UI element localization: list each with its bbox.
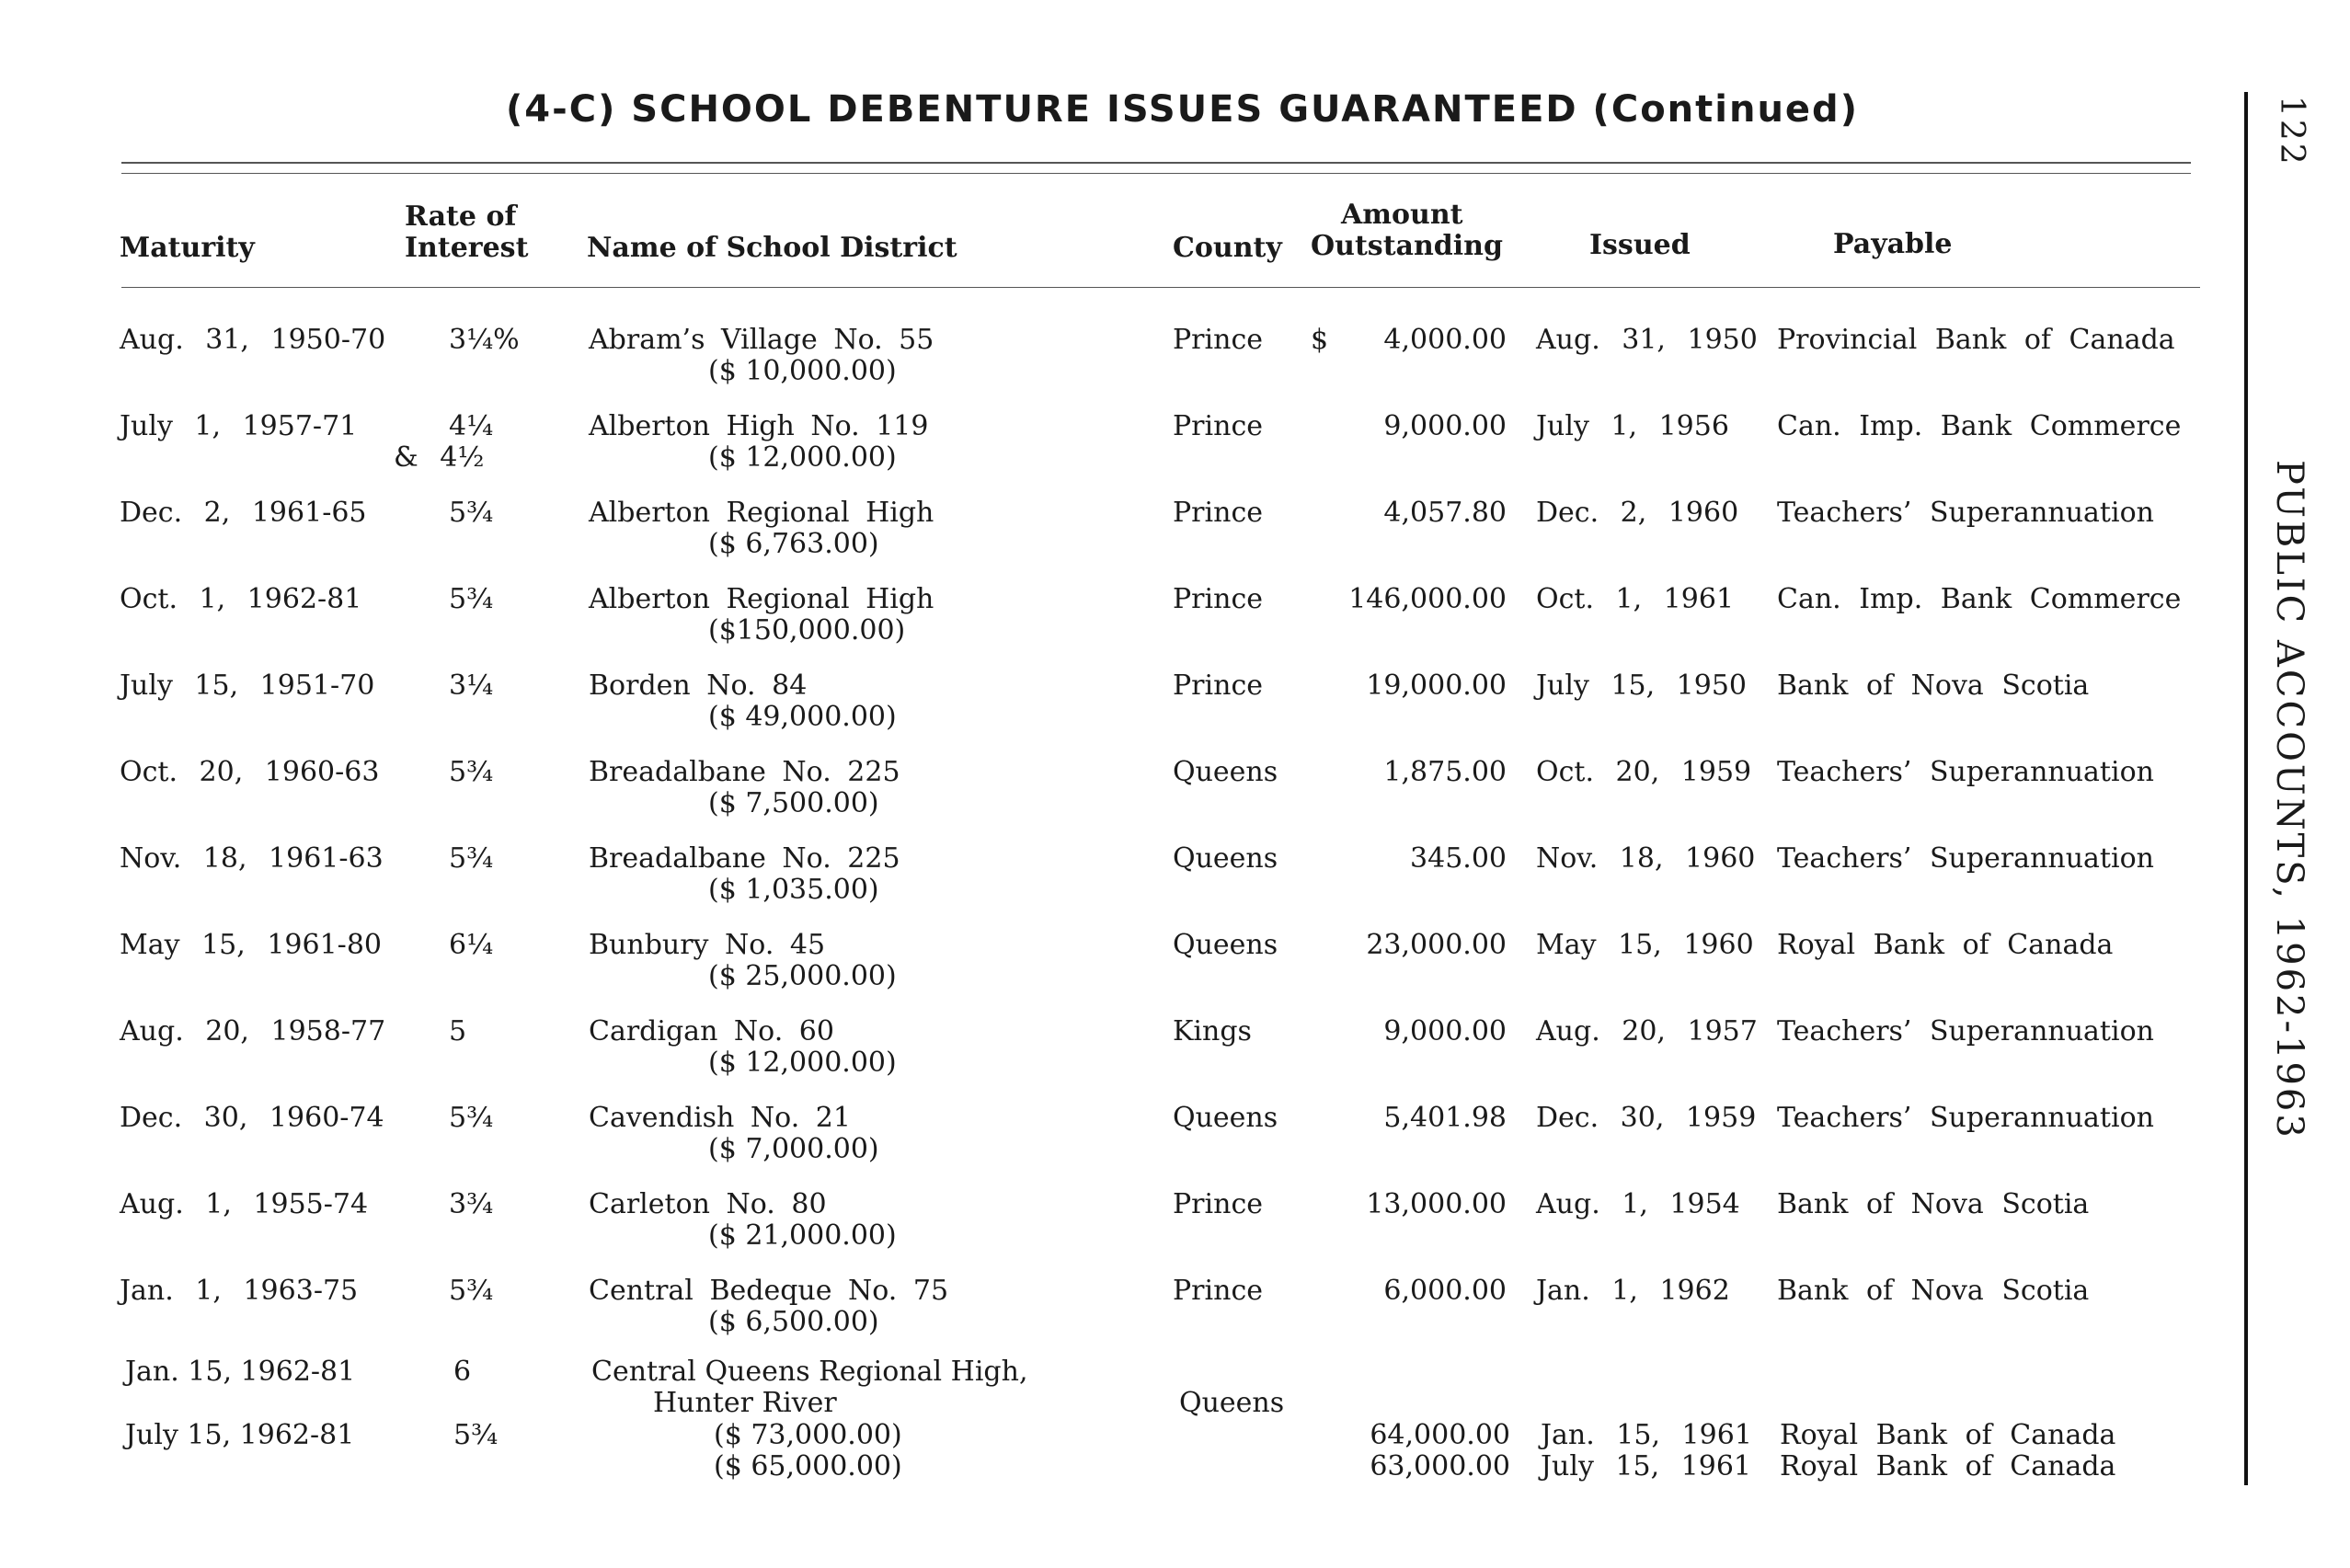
cell-rate: 5¾: [453, 1419, 499, 1451]
cell-county: Prince: [1173, 497, 1263, 529]
cell-payable: Teachers’ Superannuation: [1777, 1015, 2154, 1047]
cell-school-name: Cavendish No. 21: [589, 1102, 851, 1134]
cell-original-amount: ($ 12,000.00): [708, 1047, 897, 1079]
cell-original-amount: ($ 7,000.00): [708, 1133, 879, 1165]
cell-amount: 9,000.00: [1383, 1015, 1507, 1047]
cell-county: Prince: [1173, 324, 1263, 356]
cell-school-name: Alberton Regional High: [589, 583, 934, 615]
cell-payable: Bank of Nova Scotia: [1777, 1275, 2090, 1307]
cell-school-name: Abram’s Village No. 55: [589, 324, 934, 356]
header-rate-line2: Interest: [405, 232, 529, 264]
cell-original-amount: ($150,000.00): [708, 614, 906, 647]
cell-issued: Aug. 20, 1957: [1536, 1015, 1758, 1047]
cell-original-amount: ($ 6,500.00): [708, 1306, 879, 1338]
cell-maturity: Oct. 20, 1960-63: [120, 756, 380, 788]
header-issued: Issued: [1589, 229, 1691, 261]
cell-issued: Oct. 1, 1961: [1536, 583, 1735, 615]
title-rule-bottom: [121, 173, 2191, 174]
cell-rate: 5¾: [449, 1275, 494, 1307]
header-payable: Payable: [1833, 228, 1953, 260]
cell-maturity: Oct. 1, 1962-81: [120, 583, 362, 615]
cell-payable: Royal Bank of Canada: [1780, 1419, 2116, 1451]
cell-amount: 64,000.00: [1370, 1419, 1510, 1451]
cell-payable: Teachers’ Superannuation: [1777, 842, 2154, 875]
cell-school-name: Central Bedeque No. 75: [589, 1275, 949, 1307]
margin-rule: [2244, 92, 2248, 1485]
cell-issued: July 15, 1961: [1541, 1450, 1752, 1482]
cell-maturity: Jan. 1, 1963-75: [120, 1275, 359, 1307]
cell-payable: Bank of Nova Scotia: [1777, 670, 2090, 702]
cell-maturity: Nov. 18, 1961-63: [120, 842, 384, 875]
cell-maturity: July 15, 1951-70: [120, 670, 375, 702]
cell-amount: 23,000.00: [1366, 929, 1507, 961]
cell-rate: 4¼: [449, 410, 494, 442]
cell-school-name: Alberton Regional High: [589, 497, 934, 529]
cell-maturity: Aug. 31, 1950-70: [120, 324, 386, 356]
cell-amount: 9,000.00: [1383, 410, 1507, 442]
cell-amount: 345.00: [1410, 842, 1507, 875]
side-running-title: PUBLIC ACCOUNTS, 1962-1963: [2268, 460, 2310, 1140]
cell-original-amount: ($ 7,500.00): [708, 787, 879, 819]
cell-issued: July 15, 1950: [1536, 670, 1748, 702]
cell-amount: 13,000.00: [1366, 1188, 1507, 1220]
cell-original-amount: ($ 6,763.00): [708, 528, 879, 560]
header-rate-line1: Rate of: [405, 200, 517, 233]
cell-original-amount: ($ 12,000.00): [708, 441, 897, 474]
page-number: 122: [2273, 96, 2310, 167]
cell-payable: Provincial Bank of Canada: [1777, 324, 2175, 356]
cell-issued: Aug. 31, 1950: [1536, 324, 1758, 356]
cell-original-amount: ($ 25,000.00): [708, 960, 897, 992]
cell-school-name: Central Queens Regional High,: [591, 1356, 1028, 1388]
header-amount-line2: Outstanding: [1311, 230, 1503, 262]
cell-maturity: May 15, 1961-80: [120, 929, 382, 961]
cell-county: Prince: [1173, 410, 1263, 442]
cell-maturity: Aug. 20, 1958-77: [120, 1015, 386, 1047]
cell-county: Prince: [1173, 1275, 1263, 1307]
cell-payable: Teachers’ Superannuation: [1777, 497, 2154, 529]
header-maturity: Maturity: [120, 232, 255, 264]
cell-issued: Jan. 1, 1962: [1536, 1275, 1730, 1307]
cell-payable: Teachers’ Superannuation: [1777, 1102, 2154, 1134]
cell-maturity: Jan. 15, 1962-81: [125, 1356, 356, 1388]
cell-amount: 4,000.00: [1383, 324, 1507, 356]
cell-maturity: July 1, 1957-71: [120, 410, 358, 442]
cell-issued: Nov. 18, 1960: [1536, 842, 1756, 875]
cell-original-amount: ($ 65,000.00): [714, 1450, 902, 1482]
cell-county: Queens: [1179, 1387, 1285, 1419]
cell-payable: Teachers’ Superannuation: [1777, 756, 2154, 788]
cell-county: Queens: [1173, 842, 1278, 875]
cell-issued: May 15, 1960: [1536, 929, 1754, 961]
cell-payable: Royal Bank of Canada: [1780, 1450, 2116, 1482]
cell-issued: Aug. 1, 1954: [1536, 1188, 1740, 1220]
cell-issued: Dec. 30, 1959: [1536, 1102, 1757, 1134]
cell-original-amount: ($ 1,035.00): [708, 874, 879, 906]
cell-rate-alt: & 4½: [394, 441, 485, 474]
cell-amount: 63,000.00: [1370, 1450, 1510, 1482]
cell-original-amount: ($ 10,000.00): [708, 355, 897, 387]
cell-school-name: Breadalbane No. 225: [589, 842, 900, 875]
header-amount-line1: Amount: [1341, 199, 1463, 231]
cell-original-amount: ($ 49,000.00): [708, 701, 897, 733]
cell-county: Queens: [1173, 929, 1278, 961]
cell-issued: July 1, 1956: [1536, 410, 1729, 442]
cell-school-name: Bunbury No. 45: [589, 929, 826, 961]
cell-maturity: Aug. 1, 1955-74: [120, 1188, 369, 1220]
cell-amount: 5,401.98: [1383, 1102, 1507, 1134]
cell-maturity: July 15, 1962-81: [125, 1419, 355, 1451]
cell-original-amount: ($ 21,000.00): [708, 1219, 897, 1252]
cell-rate: 3¾: [449, 1188, 494, 1220]
cell-amount: 1,875.00: [1383, 756, 1507, 788]
cell-school-name: Alberton High No. 119: [589, 410, 929, 442]
cell-school-name: Cardigan No. 60: [589, 1015, 834, 1047]
cell-original-amount: ($ 73,000.00): [714, 1419, 902, 1451]
header-rule: [121, 287, 2200, 288]
cell-rate: 3¼: [449, 670, 494, 702]
cell-amount: 19,000.00: [1366, 670, 1507, 702]
cell-payable: Can. Imp. Bank Commerce: [1777, 410, 2182, 442]
cell-school-name: Carleton No. 80: [589, 1188, 827, 1220]
cell-amount: 4,057.80: [1383, 497, 1507, 529]
cell-county: Prince: [1173, 670, 1263, 702]
cell-issued: Jan. 15, 1961: [1541, 1419, 1752, 1451]
cell-county: Queens: [1173, 756, 1278, 788]
header-name: Name of School District: [587, 232, 957, 264]
cell-issued: Oct. 20, 1959: [1536, 756, 1752, 788]
cell-maturity: Dec. 2, 1961-65: [120, 497, 367, 529]
cell-county: Queens: [1173, 1102, 1278, 1134]
cell-issued: Dec. 2, 1960: [1536, 497, 1739, 529]
cell-rate: 5¾: [449, 756, 494, 788]
cell-rate: 3¼%: [449, 324, 520, 356]
dollar-sign: $: [1311, 324, 1329, 356]
cell-rate: 5¾: [449, 583, 494, 615]
header-county: County: [1173, 232, 1282, 264]
page-title: (4-C) SCHOOL DEBENTURE ISSUES GUARANTEED (Continued): [506, 88, 1859, 131]
cell-school-name: Borden No. 84: [589, 670, 808, 702]
cell-rate: 5¾: [449, 497, 494, 529]
cell-amount: 146,000.00: [1348, 583, 1507, 615]
cell-county: Kings: [1173, 1015, 1252, 1047]
cell-payable: Royal Bank of Canada: [1777, 929, 2114, 961]
title-rule-top: [121, 162, 2191, 164]
cell-rate: 5: [449, 1015, 467, 1047]
cell-amount: 6,000.00: [1383, 1275, 1507, 1307]
cell-rate: 6¼: [449, 929, 494, 961]
cell-maturity: Dec. 30, 1960-74: [120, 1102, 384, 1134]
cell-county: Prince: [1173, 1188, 1263, 1220]
cell-rate: 6: [453, 1356, 472, 1388]
cell-payable: Can. Imp. Bank Commerce: [1777, 583, 2182, 615]
cell-school-name: Breadalbane No. 225: [589, 756, 900, 788]
cell-payable: Bank of Nova Scotia: [1777, 1188, 2090, 1220]
cell-rate: 5¾: [449, 842, 494, 875]
cell-school-name-line2: Hunter River: [653, 1387, 837, 1419]
cell-county: Prince: [1173, 583, 1263, 615]
cell-rate: 5¾: [449, 1102, 494, 1134]
